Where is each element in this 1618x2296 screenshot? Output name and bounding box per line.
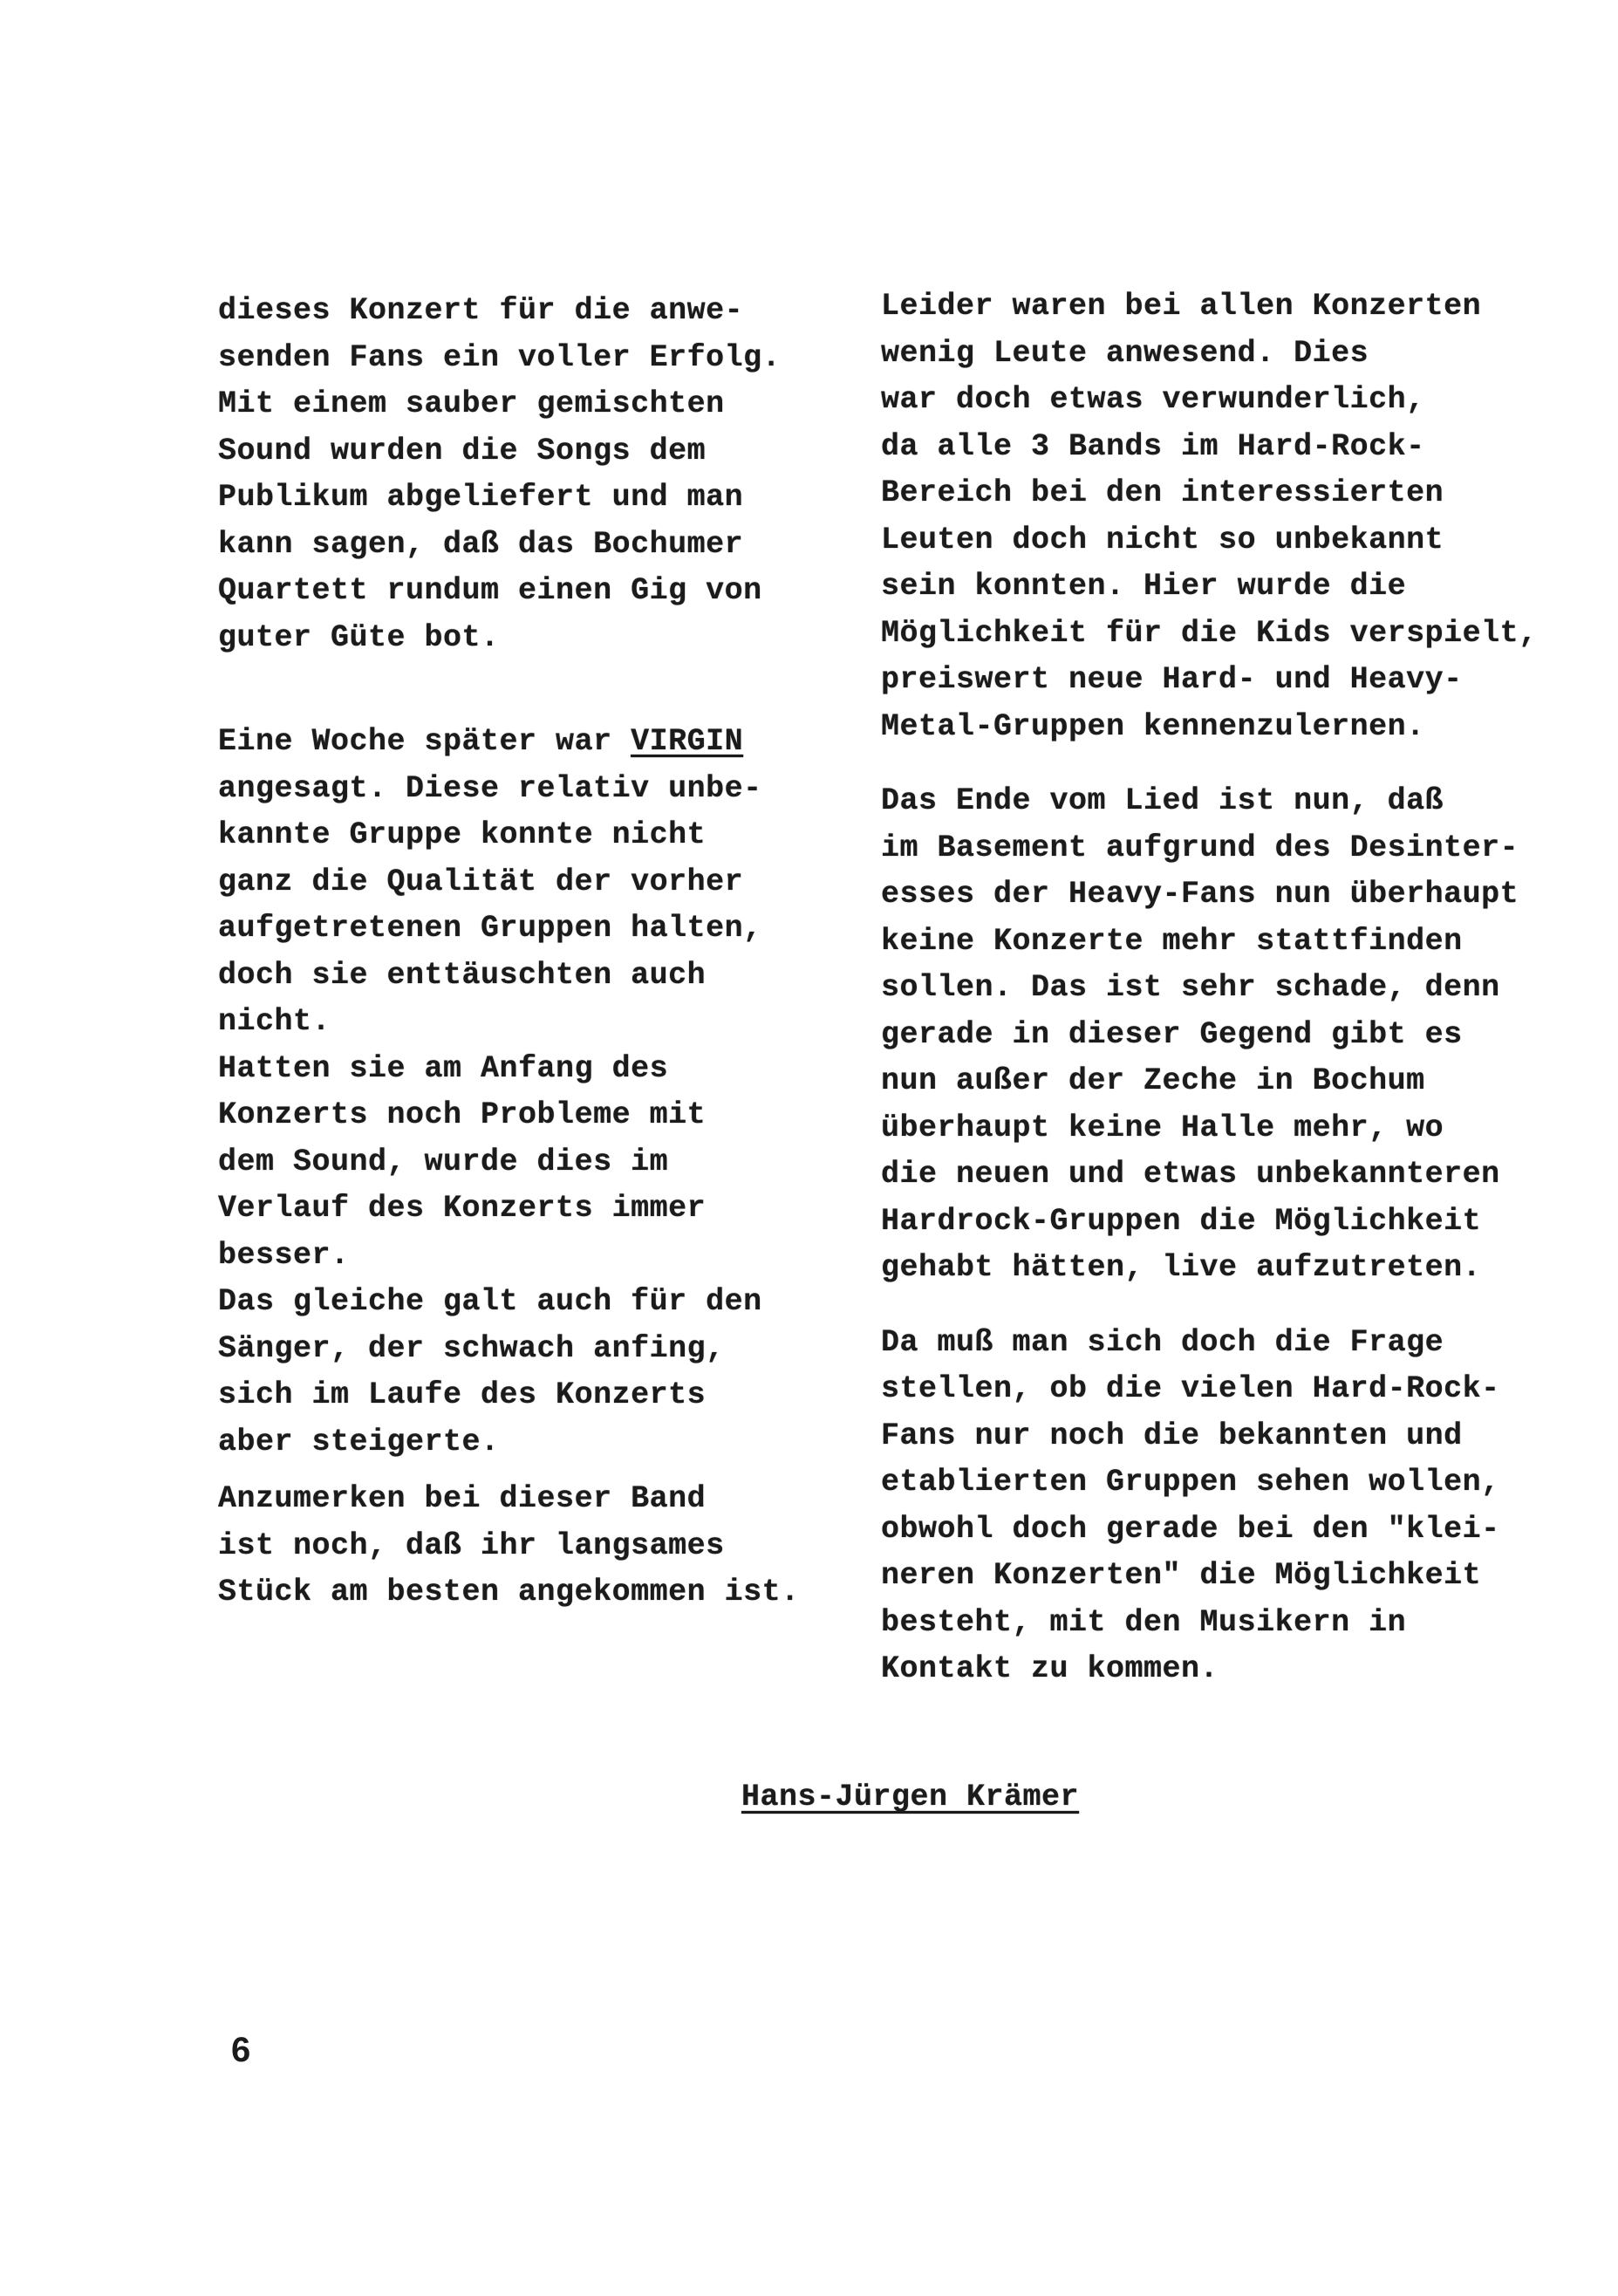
text-line: dieses Konzert für die anwe- [218, 293, 744, 328]
text-line: Verlauf des Konzerts immer [218, 1191, 707, 1226]
right-paragraph-2 [881, 778, 1579, 1292]
text-line: stellen, ob die vielen Hard-Rock- [881, 1371, 1500, 1406]
text-line: Kontakt zu kommen. [881, 1651, 1219, 1686]
text-line: sich im Laufe des Konzerts [218, 1377, 707, 1412]
text-line: Anzumerken bei dieser Band [218, 1481, 707, 1516]
text-line: aufgetretenen Gruppen halten, [218, 911, 762, 946]
text-line [218, 719, 846, 766]
text-line: Möglichkeit für die Kids verspielt, [881, 615, 1538, 651]
left-paragraph-2 [218, 719, 846, 1466]
text-line: preiswert neue Hard- und Heavy- [881, 662, 1463, 697]
text-line: Konzerts noch Probleme mit [218, 1097, 707, 1132]
text-fragment: Eine Woche später war [218, 724, 631, 759]
text-line: besteht, mit den Musikern in [881, 1604, 1407, 1640]
text-line: neren Konzerten" die Möglichkeit [881, 1558, 1482, 1593]
text-line: Quartett rundum einen Gig von [218, 573, 762, 608]
right-column [881, 284, 1579, 1693]
left-paragraph-1 [218, 288, 846, 661]
text-line: Das gleiche galt auch für den [218, 1284, 762, 1319]
text-line: sollen. Das ist sehr schade, denn [881, 970, 1500, 1005]
text-line: wenig Leute anwesend. Dies [881, 335, 1369, 371]
text-line: gehabt hätten, live aufzutreten. [881, 1250, 1482, 1285]
text-line: Da muß man sich doch die Frage [881, 1324, 1444, 1360]
text-line: Publikum abgeliefert und man [218, 480, 744, 515]
band-name-virgin: VIRGIN [631, 724, 744, 759]
text-line: Fans nur noch die bekannten und [881, 1418, 1463, 1453]
text-line: da alle 3 Bands im Hard-Rock- [881, 428, 1425, 464]
right-paragraph-1 [881, 284, 1579, 750]
text-line: Leuten doch nicht so unbekannt [881, 522, 1444, 557]
text-line: nun außer der Zeche in Bochum [881, 1063, 1425, 1098]
left-column [218, 288, 846, 1616]
text-line: Hatten sie am Anfang des [218, 1050, 669, 1086]
text-line: kann sagen, daß das Bochumer [218, 526, 744, 562]
text-line: Mit einem sauber gemischten [218, 386, 725, 421]
text-line: überhaupt keine Halle mehr, wo [881, 1110, 1444, 1145]
text-line: etablierten Gruppen sehen wollen, [881, 1465, 1500, 1500]
text-line: kannte Gruppe konnte nicht [218, 817, 707, 852]
text-line: gerade in dieser Gegend gibt es [881, 1016, 1463, 1052]
text-line: Bereich bei den interessierten [881, 475, 1444, 510]
text-line: Metal-Gruppen kennenzulernen. [881, 708, 1425, 744]
left-paragraph-3 [218, 1476, 846, 1616]
text-line: ganz die Qualität der vorher [218, 864, 744, 899]
text-line: Leider waren bei allen Konzerten [881, 289, 1482, 324]
text-line: nicht. [218, 1004, 331, 1039]
text-line: obwohl doch gerade bei den "klei- [881, 1511, 1500, 1547]
text-line: ist noch, daß ihr langsames [218, 1527, 725, 1563]
page-number: 6 [231, 2031, 251, 2069]
author-signature: Hans-Jürgen Krämer [741, 1780, 1080, 1814]
text-line: dem Sound, wurde dies im [218, 1144, 669, 1179]
text-line: Stück am besten angekommen ist. [218, 1575, 800, 1609]
right-paragraph-3 [881, 1320, 1579, 1693]
text-line: die neuen und etwas unbekannteren [881, 1157, 1500, 1192]
text-line: senden Fans ein voller Erfolg. [218, 339, 782, 375]
text-line: esses der Heavy-Fans nun überhaupt [881, 877, 1519, 912]
text-line: guter Güte bot. [218, 619, 500, 655]
text-line: im Basement aufgrund des Desinter- [881, 830, 1519, 865]
text-line: doch sie enttäuschten auch [218, 957, 707, 993]
text-line: war doch etwas verwunderlich, [881, 382, 1425, 417]
text-line: Hardrock-Gruppen die Möglichkeit [881, 1203, 1482, 1239]
text-line: Das Ende vom Lied ist nun, daß [881, 783, 1444, 818]
text-line: keine Konzerte mehr stattfinden [881, 923, 1463, 959]
text-line: aber steigerte. [218, 1424, 500, 1459]
text-line: Sound wurden die Songs dem [218, 433, 707, 468]
text-line: besser. [218, 1237, 350, 1273]
text-line: angesagt. Diese relativ unbe- [218, 770, 762, 806]
text-line: sein konnten. Hier wurde die [881, 569, 1407, 604]
text-line: Sänger, der schwach anfing, [218, 1330, 725, 1366]
